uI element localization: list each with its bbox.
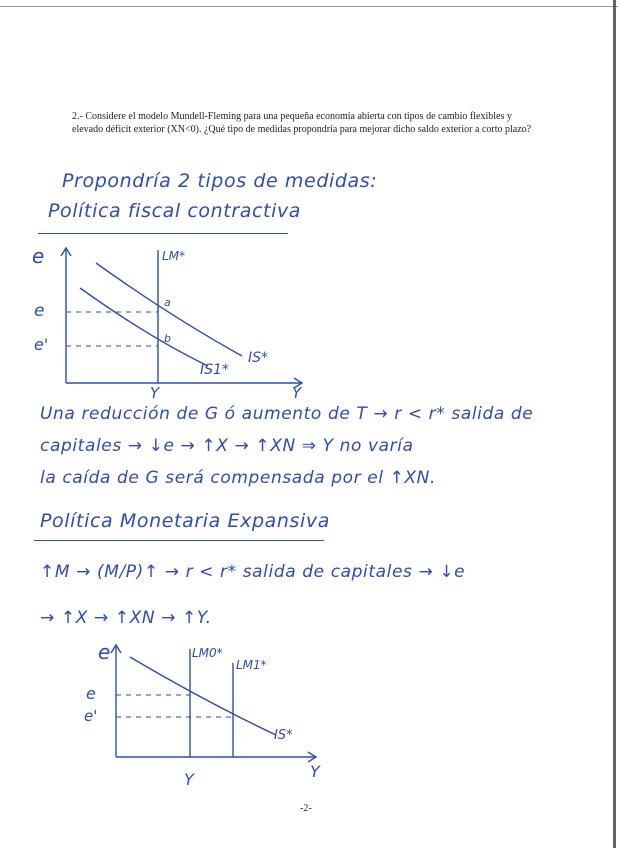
fiscal-point-a-label: a <box>164 296 171 309</box>
fiscal-is-initial-label: IS* <box>248 350 269 366</box>
monetary-heading-underline <box>34 540 324 541</box>
fiscal-explanation-line-3: la caída de G será compensada por el ↑XN. <box>40 468 437 488</box>
fiscal-policy-graph <box>30 238 330 402</box>
fiscal-is-final-curve <box>80 288 208 366</box>
scan-right-edge <box>613 0 616 848</box>
monetary-explanation-line-2: → ↑X → ↑XN → ↑Y. <box>40 608 212 628</box>
monetary-y-equilibrium-label: Y <box>184 770 194 789</box>
fiscal-explanation-line-1: Una reducción de G ó aumento de T → r < r* salida de <box>40 404 534 424</box>
monetary-is-label: IS* <box>274 728 293 743</box>
monetary-e-label: e <box>86 684 96 703</box>
monetary-policy-graph <box>78 635 348 800</box>
monetary-lm0-label: LM0* <box>192 646 223 660</box>
scan-top-edge <box>0 6 618 7</box>
fiscal-e-prime-label: e' <box>34 335 49 354</box>
fiscal-heading-underline <box>38 233 288 234</box>
fiscal-point-b-label: b <box>164 332 171 345</box>
question-text: 2.- Considere el modelo Mundell-Fleming para una pequeña economía abierta con tipos de cambio flexibles y elevado déficit exterior (XN<0). ¿Qué tipo de medidas propondría para mejorar dicho saldo exterior a corto plazo? <box>72 111 532 135</box>
fiscal-lm-label: LM* <box>162 249 186 263</box>
fiscal-y-equilibrium-label: Y <box>150 384 160 402</box>
answer-intro: Propondría 2 tipos de medidas: <box>62 170 378 192</box>
fiscal-is-final-label: IS1* <box>200 362 229 378</box>
page-number: -2- <box>300 803 312 814</box>
fiscal-x-axis-label: Y <box>292 384 302 402</box>
monetary-explanation-line-1: ↑M → (M/P)↑ → r < r* salida de capitales → ↓e <box>40 562 466 582</box>
monetary-y-axis-label: e <box>98 640 111 664</box>
monetary-heading: Política Monetaria Expansiva <box>40 510 330 532</box>
monetary-e-prime-label: e' <box>84 707 98 725</box>
monetary-lm1-label: LM1* <box>236 658 267 672</box>
fiscal-y-axis-label: e <box>32 244 45 268</box>
monetary-x-axis-label: Y <box>310 762 320 781</box>
fiscal-explanation-line-2: capitales → ↓e → ↑X → ↑XN ⇒ Y no varía <box>40 436 414 456</box>
fiscal-heading: Política fiscal contractiva <box>48 200 302 222</box>
fiscal-e-label: e <box>34 301 45 321</box>
